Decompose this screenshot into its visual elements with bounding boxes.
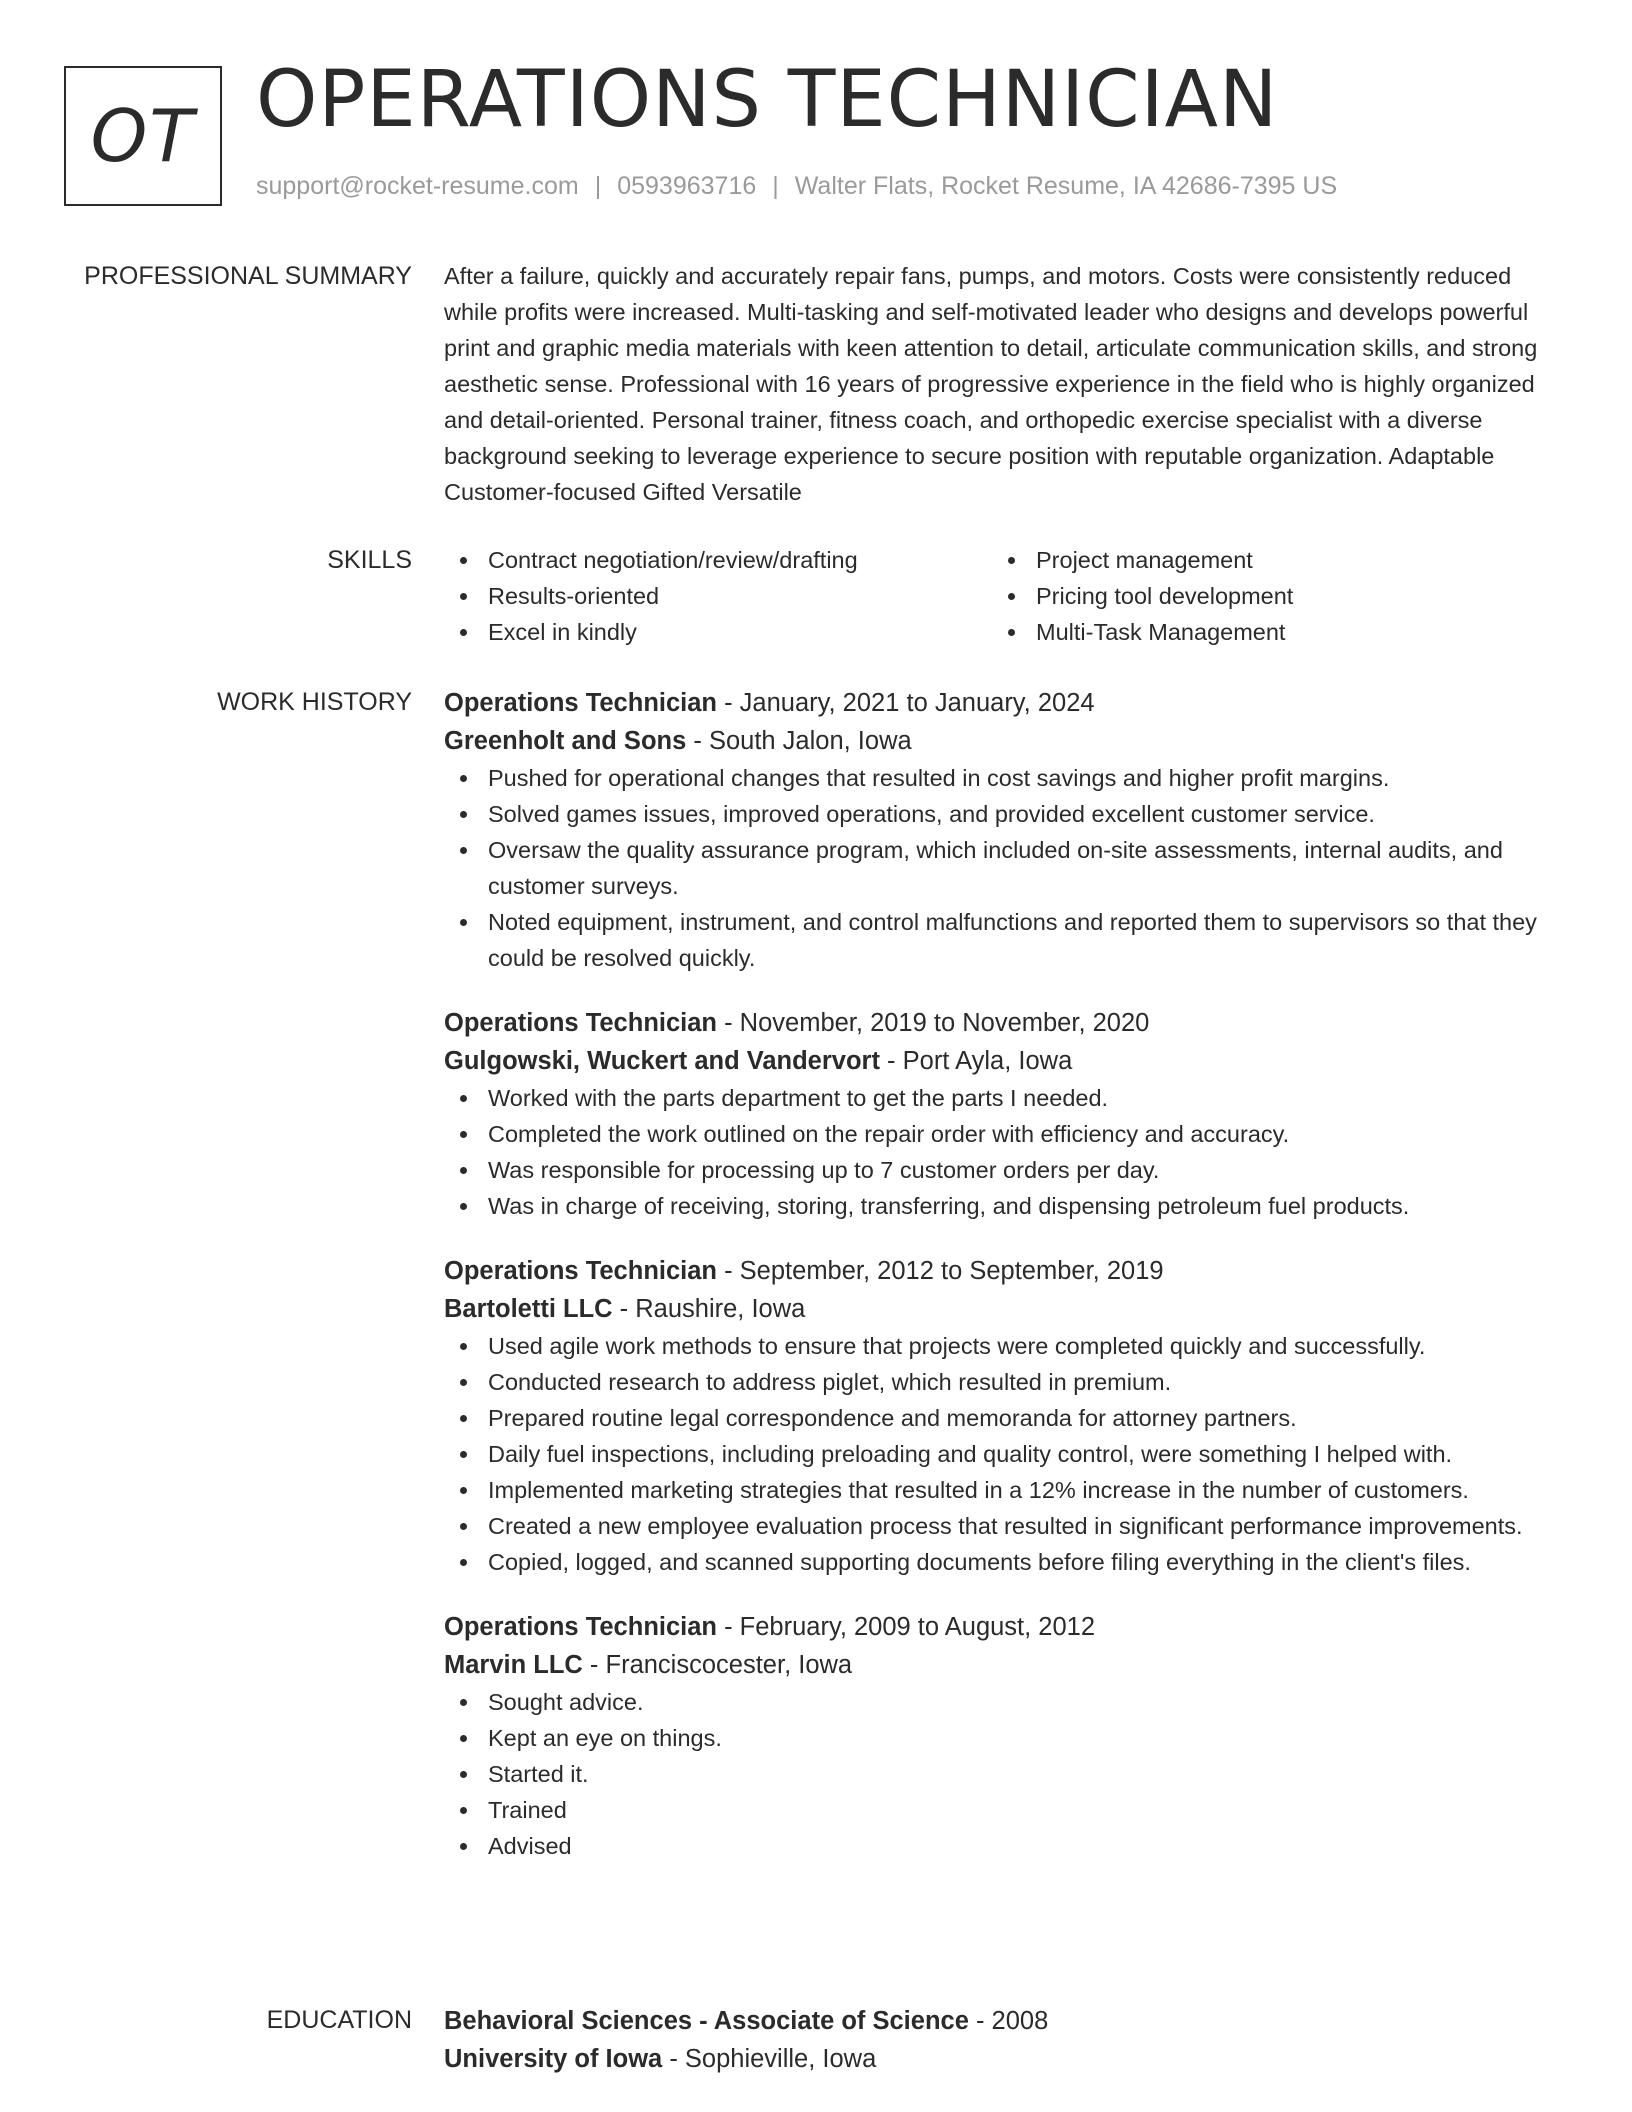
job-bullet: Conducted research to address piglet, which resulted in premium. xyxy=(444,1364,1564,1400)
monogram-badge: OT xyxy=(64,66,222,206)
skill-item: Project management xyxy=(992,542,1540,578)
job-title: Operations Technician xyxy=(444,1613,718,1641)
job-bullet: Was responsible for processing up to 7 customer orders per day. xyxy=(444,1152,1564,1188)
contact-address: Walter Flats, Rocket Resume, IA 42686-7395 US xyxy=(794,172,1338,200)
work-history-body xyxy=(444,684,1564,1892)
job-bullet: Completed the work outlined on the repair order with efficiency and accuracy. xyxy=(444,1116,1564,1152)
job-entry xyxy=(444,1004,1564,1224)
education-school: University of Iowa xyxy=(444,2045,663,2073)
job-bullets xyxy=(444,1684,1564,1864)
job-bullet: Advised xyxy=(444,1828,1564,1864)
job-bullet: Pushed for operational changes that resulted in cost savings and higher profit margins. xyxy=(444,760,1564,796)
job-title: Operations Technician xyxy=(444,1257,718,1285)
job-bullet: Solved games issues, improved operations, and provided excellent customer service. xyxy=(444,796,1564,832)
skills-label: SKILLS xyxy=(327,546,412,574)
job-bullets xyxy=(444,1080,1564,1224)
job-title: Operations Technician xyxy=(444,1009,718,1037)
contact-email: support@rocket-resume.com xyxy=(256,172,579,200)
job-company: Bartoletti LLC xyxy=(444,1295,613,1323)
job-title-line xyxy=(444,1608,1564,1646)
job-bullet: Copied, logged, and scanned supporting documents before filing everything in the client's files. xyxy=(444,1544,1564,1580)
summary-body xyxy=(444,258,1564,510)
job-bullet: Created a new employee evaluation process that resulted in significant performance improvements. xyxy=(444,1508,1564,1544)
job-company: Greenholt and Sons xyxy=(444,727,687,755)
candidate-name: OPERATIONS TECHNICIAN xyxy=(256,55,1279,145)
summary-text: After a failure, quickly and accurately repair fans, pumps, and motors. Costs were consistently reduced while profits were increased. Multi-tasking and self-motivated leader who designs and develops powerful print and graphic media materials with keen attention to detail, articulate communication skills, and strong aesthetic sense. Professional with 16 years of progressive experience in the field who is highly organized and detail-oriented. Personal trainer, fitness coach, and orthopedic exercise specialist with a diverse background seeking to leverage experience to secure position with reputable organization. Adaptable Customer-focused Gifted Versatile xyxy=(444,263,1538,505)
education-body xyxy=(444,2002,1564,2078)
job-location: - South Jalon, Iowa xyxy=(686,727,912,755)
education-location: - Sophieville, Iowa xyxy=(662,2045,877,2073)
education-label: EDUCATION xyxy=(266,2006,412,2034)
contact-line xyxy=(256,172,1337,201)
job-bullet: Kept an eye on things. xyxy=(444,1720,1564,1756)
contact-phone: 0593963716 xyxy=(617,172,757,200)
job-company: Gulgowski, Wuckert and Vandervort xyxy=(444,1047,880,1075)
skills-body xyxy=(444,542,1564,650)
summary-label: PROFESSIONAL SUMMARY xyxy=(84,262,412,290)
job-bullet: Noted equipment, instrument, and control malfunctions and reported them to supervisors so that they could be resolved quickly. xyxy=(444,904,1564,976)
job-bullet: Oversaw the quality assurance program, which included on-site assessments, internal audits, and customer surveys. xyxy=(444,832,1564,904)
education-school-line xyxy=(444,2040,1564,2078)
job-bullet: Used agile work methods to ensure that projects were completed quickly and successfully. xyxy=(444,1328,1564,1364)
contact-separator: | xyxy=(594,172,602,200)
job-bullet: Was in charge of receiving, storing, transferring, and dispensing petroleum fuel products. xyxy=(444,1188,1564,1224)
job-bullet: Started it. xyxy=(444,1756,1564,1792)
job-title-line xyxy=(444,684,1564,722)
job-company-line xyxy=(444,1646,1564,1684)
skills-list-right xyxy=(992,542,1540,650)
skill-item: Pricing tool development xyxy=(992,578,1540,614)
job-company: Marvin LLC xyxy=(444,1651,583,1679)
job-dates: - November, 2019 to November, 2020 xyxy=(717,1009,1150,1037)
skills-grid xyxy=(444,542,1564,650)
work-history-label: WORK HISTORY xyxy=(217,688,412,716)
skill-item: Results-oriented xyxy=(444,578,992,614)
job-bullet: Worked with the parts department to get the parts I needed. xyxy=(444,1080,1564,1116)
job-company-line xyxy=(444,1042,1564,1080)
job-bullet: Daily fuel inspections, including preloading and quality control, were something I helped with. xyxy=(444,1436,1564,1472)
job-dates: - January, 2021 to January, 2024 xyxy=(717,689,1095,717)
job-title-line xyxy=(444,1252,1564,1290)
job-entry xyxy=(444,684,1564,976)
job-bullet: Trained xyxy=(444,1792,1564,1828)
job-dates: - February, 2009 to August, 2012 xyxy=(717,1613,1096,1641)
skill-item: Multi-Task Management xyxy=(992,614,1540,650)
job-entry xyxy=(444,1608,1564,1864)
job-bullets xyxy=(444,1328,1564,1580)
job-dates: - September, 2012 to September, 2019 xyxy=(717,1257,1164,1285)
education-degree-line xyxy=(444,2002,1564,2040)
job-bullets xyxy=(444,760,1564,976)
job-bullet: Implemented marketing strategies that resulted in a 12% increase in the number of customers. xyxy=(444,1472,1564,1508)
education-year: - 2008 xyxy=(968,2007,1049,2035)
job-bullet: Sought advice. xyxy=(444,1684,1564,1720)
job-location: - Franciscocester, Iowa xyxy=(582,1651,853,1679)
job-bullet: Prepared routine legal correspondence and memoranda for attorney partners. xyxy=(444,1400,1564,1436)
skills-list-left xyxy=(444,542,992,650)
skill-item: Excel in kindly xyxy=(444,614,992,650)
job-title: Operations Technician xyxy=(444,689,718,717)
job-company-line xyxy=(444,1290,1564,1328)
job-entry xyxy=(444,1252,1564,1580)
skill-item: Contract negotiation/review/drafting xyxy=(444,542,992,578)
job-title-line xyxy=(444,1004,1564,1042)
job-company-line xyxy=(444,722,1564,760)
education-degree: Behavioral Sciences - Associate of Science xyxy=(444,2007,969,2035)
contact-separator: | xyxy=(772,172,779,200)
job-location: - Port Ayla, Iowa xyxy=(879,1047,1073,1075)
job-location: - Raushire, Iowa xyxy=(612,1295,806,1323)
